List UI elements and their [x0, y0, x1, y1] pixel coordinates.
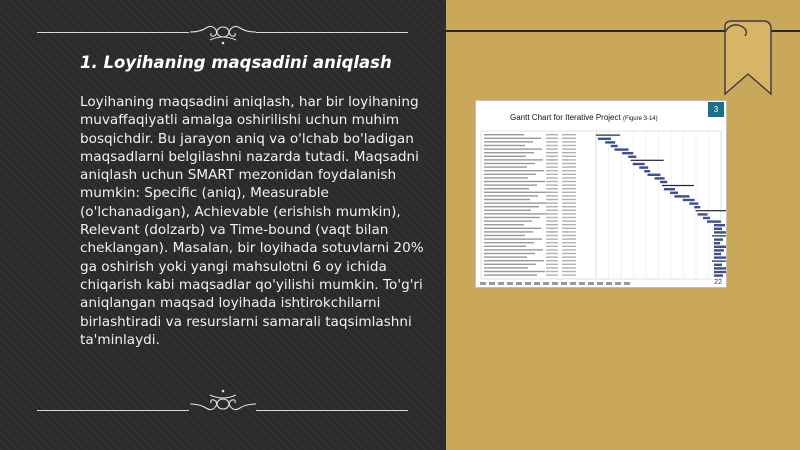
gantt-task-start [562, 184, 576, 185]
gantt-task-label [484, 249, 543, 250]
gantt-task-label [484, 145, 525, 146]
gantt-task-bar [689, 202, 698, 204]
gantt-task-duration [546, 238, 558, 239]
gantt-task-duration [546, 202, 558, 203]
gantt-task-bar [683, 199, 695, 201]
gantt-task-start [562, 206, 576, 207]
gantt-task-bar [714, 242, 720, 244]
gantt-task-start [562, 177, 576, 178]
gantt-task-label [484, 166, 527, 167]
gantt-task-label [484, 192, 546, 193]
gantt-task-start [562, 249, 576, 250]
gantt-task-label [484, 163, 535, 164]
gantt-task-bar [714, 253, 721, 255]
ornament-icon [188, 388, 258, 414]
gantt-task-duration [546, 163, 558, 164]
gantt-task-label [484, 246, 526, 247]
gantt-task-start [562, 181, 576, 182]
gantt-task-duration [546, 206, 558, 207]
gantt-task-duration [546, 134, 558, 135]
gantt-task-bar [694, 206, 700, 208]
gantt-task-start [562, 220, 576, 221]
gantt-task-label [484, 253, 535, 254]
gantt-task-start [562, 228, 576, 229]
gantt-task-bar [698, 213, 708, 215]
gantt-task-bar [655, 177, 665, 179]
image-badge: 3 [708, 102, 724, 117]
gantt-task-label [484, 199, 530, 200]
gantt-task-start [562, 202, 576, 203]
gantt-task-label [484, 235, 525, 236]
gantt-task-start [562, 170, 576, 171]
gantt-task-label [484, 159, 543, 160]
gantt-task-label [484, 195, 538, 196]
gantt-task-duration [546, 192, 558, 193]
slide-body: Loyihaning maqsadini aniqlash, har bir loyihaning muvaffaqiyatli amalga oshirilishi uchun muhim bosqichdir. Bu jarayon aniq va o'lchab bo'ladigan maqsadlarni belgilashni nazarda tutadi. Maqsadni aniqlash uchun SMART mezonidan foydalanish mumkin: Specific (aniq), Measurable (o'lchanadigan), Achievable (erishish mumkin), Relevant (dolzarb) va Time-bound (vaqt bilan cheklangan). Masalan, bir loyihada sotuvlarni 20% ga oshirish yoki yangi mahsulotni 6 oy ichida chiqarish kabi maqsadlar qo'yilishi mumkin. To'g'ri aniqlangan maqsad loyihada ishtirokchilarni birlashtiradi va resurslarni samarali taqsimlashni ta'minlaydi. [80, 94, 424, 348]
gantt-task-bar [714, 274, 723, 276]
gantt-task-label [484, 274, 537, 275]
gantt-task-duration [546, 213, 558, 214]
gantt-task-start [562, 199, 576, 200]
gantt-task-label [484, 174, 536, 175]
gantt-task-duration [546, 138, 558, 139]
gantt-task-bar [674, 195, 689, 197]
gantt-task-bar [628, 156, 636, 158]
gantt-task-duration [546, 253, 558, 254]
gantt-task-label [484, 260, 544, 261]
gantt-task-label [484, 228, 541, 229]
gantt-task-label [484, 156, 526, 157]
gantt-task-duration [546, 174, 558, 175]
gantt-summary-bar [662, 185, 694, 186]
gantt-task-label [484, 206, 539, 207]
gantt-task-label [484, 170, 544, 171]
gantt-task-start [562, 159, 576, 160]
gantt-task-start [562, 264, 576, 265]
gantt-task-bar [714, 238, 723, 240]
gantt-task-label [484, 148, 542, 149]
gantt-task-start [562, 156, 576, 157]
gantt-task-start [562, 242, 576, 243]
gantt-task-bar [605, 141, 615, 143]
gantt-task-start [562, 267, 576, 268]
gantt-task-bar [714, 271, 726, 273]
gantt-task-duration [546, 148, 558, 149]
image-title-text: Gantt Chart for Iterative Project [510, 113, 621, 122]
bookmark-icon [719, 20, 773, 98]
image-page-number: 22 [714, 279, 722, 286]
image-figure-label: (Figure 3-14) [622, 116, 658, 122]
gantt-task-duration [546, 256, 558, 257]
gantt-task-bar [670, 192, 678, 194]
gantt-task-duration [546, 188, 558, 189]
gantt-task-label [484, 138, 541, 139]
gantt-task-duration [546, 260, 558, 261]
gantt-task-label [484, 141, 533, 142]
gantt-task-bar [714, 264, 722, 266]
ornament-icon [188, 22, 258, 46]
gantt-task-start [562, 192, 576, 193]
bottom-divider-right [256, 410, 408, 411]
image-footer [480, 282, 630, 285]
gantt-task-bar [714, 267, 726, 269]
gantt-task-duration [546, 181, 558, 182]
gantt-task-duration [546, 152, 558, 153]
gantt-task-start [562, 253, 576, 254]
gantt-task-label [484, 220, 532, 221]
gantt-task-start [562, 148, 576, 149]
gantt-task-start [562, 141, 576, 142]
gantt-task-start [562, 163, 576, 164]
gantt-task-bar [714, 256, 726, 258]
gantt-task-duration [546, 224, 558, 225]
gantt-task-duration [546, 217, 558, 218]
gantt-task-duration [546, 246, 558, 247]
gantt-task-start [562, 138, 576, 139]
gantt-task-duration [546, 145, 558, 146]
gantt-task-bar [644, 170, 650, 172]
slide-title: 1. Loyihaning maqsadini aniqlash [80, 53, 392, 72]
gantt-task-bar [622, 152, 633, 154]
gantt-task-duration [546, 228, 558, 229]
gantt-task-start [562, 246, 576, 247]
gantt-task-label [484, 210, 531, 211]
gantt-task-label [484, 271, 545, 272]
gantt-task-bar [703, 217, 710, 219]
gantt-task-start [562, 260, 576, 261]
gantt-task-start [562, 231, 576, 232]
gantt-task-bar [598, 138, 611, 140]
gantt-task-bar [611, 145, 618, 147]
gantt-task-bar [714, 246, 726, 248]
gantt-task-duration [546, 231, 558, 232]
gantt-task-start [562, 188, 576, 189]
gantt-task-duration [546, 195, 558, 196]
gantt-task-label [484, 213, 548, 214]
gantt-task-start [562, 217, 576, 218]
gantt-task-duration [546, 267, 558, 268]
gantt-task-label [484, 152, 534, 153]
gantt-summary-bar [712, 235, 726, 236]
gantt-task-duration [546, 249, 558, 250]
gantt-task-bar [714, 249, 724, 251]
gantt-task-label [484, 224, 524, 225]
gantt-task-start [562, 174, 576, 175]
gantt-task-label [484, 184, 537, 185]
gantt-task-label [484, 256, 527, 257]
gantt-task-duration [546, 274, 558, 275]
gantt-task-duration [546, 156, 558, 157]
gantt-task-bar [714, 228, 722, 230]
gantt-task-bar [615, 148, 629, 150]
gantt-task-bar [633, 163, 645, 165]
gantt-task-bar [714, 231, 726, 233]
gantt-task-start [562, 145, 576, 146]
gantt-task-label [484, 238, 542, 239]
gantt-task-start [562, 152, 576, 153]
gantt-task-label [484, 242, 534, 243]
gantt-graphic [476, 101, 726, 287]
gantt-task-bar [660, 181, 667, 183]
gantt-task-start [562, 134, 576, 135]
gantt-task-label [484, 177, 528, 178]
gantt-task-duration [546, 264, 558, 265]
gantt-task-duration [546, 220, 558, 221]
gantt-task-label [484, 202, 547, 203]
gantt-task-duration [546, 184, 558, 185]
gantt-task-label [484, 134, 524, 135]
gantt-summary-bar [596, 135, 620, 136]
gantt-task-start [562, 195, 576, 196]
gantt-task-bar [664, 188, 675, 190]
gantt-task-start [562, 274, 576, 275]
top-divider-right [256, 32, 408, 33]
gantt-task-label [484, 188, 529, 189]
gantt-task-label [484, 231, 533, 232]
gantt-summary-bar [712, 261, 726, 262]
gantt-task-label [484, 264, 536, 265]
gantt-summary-bar [696, 210, 726, 211]
gantt-task-duration [546, 271, 558, 272]
gantt-task-duration [546, 199, 558, 200]
bottom-divider-left [37, 410, 189, 411]
gantt-task-start [562, 166, 576, 167]
gantt-task-label [484, 181, 545, 182]
gantt-task-duration [546, 141, 558, 142]
gantt-task-duration [546, 210, 558, 211]
gantt-task-start [562, 210, 576, 211]
gantt-task-start [562, 235, 576, 236]
gantt-task-start [562, 238, 576, 239]
gantt-task-duration [546, 177, 558, 178]
gantt-summary-bar [631, 160, 664, 161]
gantt-task-bar [714, 224, 725, 226]
gantt-task-duration [546, 242, 558, 243]
gantt-task-duration [546, 235, 558, 236]
gantt-task-duration [546, 159, 558, 160]
gantt-task-bar [648, 174, 661, 176]
gantt-task-label [484, 217, 540, 218]
top-divider-left [37, 32, 189, 33]
gantt-task-start [562, 271, 576, 272]
gantt-task-label [484, 267, 528, 268]
gantt-task-start [562, 224, 576, 225]
gantt-task-duration [546, 166, 558, 167]
gantt-task-bar [639, 166, 648, 168]
gantt-task-bar [707, 220, 721, 222]
gantt-chart-image [475, 100, 727, 288]
gantt-task-start [562, 213, 576, 214]
gantt-task-start [562, 256, 576, 257]
gantt-task-duration [546, 170, 558, 171]
